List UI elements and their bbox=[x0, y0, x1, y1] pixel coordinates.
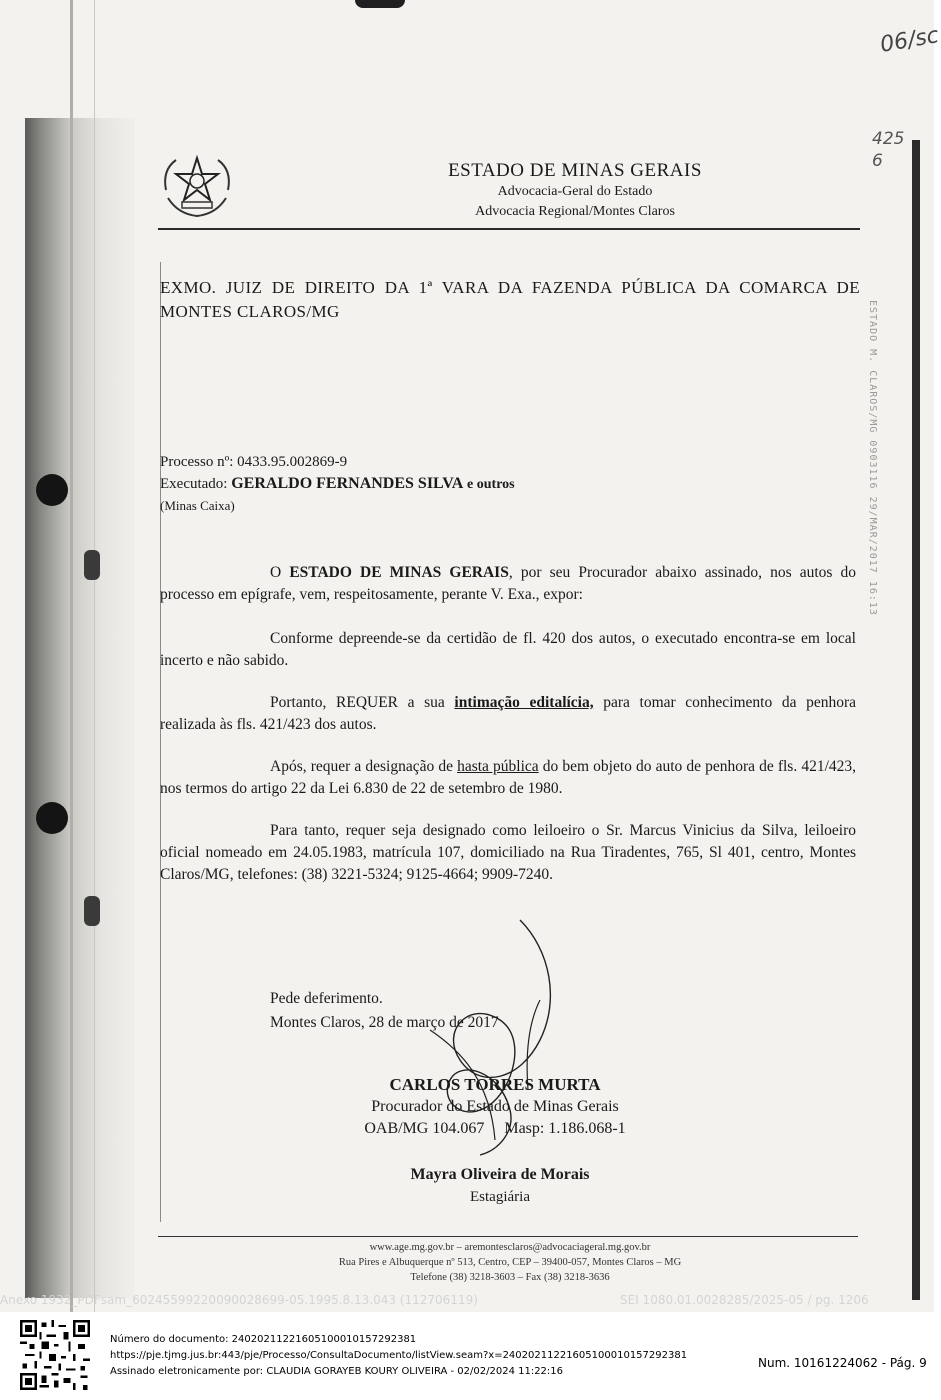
p4-post: do bem objeto do auto de penhora de fls. 421/423, nos termos do artigo 22 da Lei 6.830 de 22 de setembro de 1980. bbox=[160, 758, 856, 797]
executed-label: Executado: bbox=[160, 476, 228, 492]
punch-hole bbox=[84, 896, 100, 926]
handwritten-page-mark: 06/sc bbox=[878, 23, 941, 58]
closing-request: Pede deferimento. bbox=[270, 990, 383, 1007]
document-signer: Assinado eletronicamente por: CLAUDIA GORAYEB KOURY OLIVEIRA - 02/02/2024 11:22:16 bbox=[110, 1366, 564, 1377]
signatory-name: CARLOS TORRES MURTA bbox=[389, 1075, 601, 1094]
paragraph-4 bbox=[160, 756, 856, 800]
process-info bbox=[160, 452, 760, 516]
paragraph-3 bbox=[160, 692, 856, 736]
process-number: Processo nº: 0433.95.002869-9 bbox=[160, 454, 348, 470]
punch-hole bbox=[84, 550, 100, 580]
binding-line-secondary bbox=[94, 0, 95, 1312]
qr-code-icon bbox=[20, 1320, 90, 1390]
p1-pre: O bbox=[270, 564, 282, 581]
p4-pre: Após, requer a designação de bbox=[270, 758, 453, 775]
scan-artifact bbox=[355, 0, 405, 8]
closing-date: Montes Claros, 28 de março de 2017 bbox=[270, 1014, 499, 1031]
petition-body bbox=[160, 562, 856, 906]
executed-suffix: e outros bbox=[467, 477, 515, 492]
letterhead-footer bbox=[200, 1240, 820, 1285]
signatory-masp: Masp: 1.186.068-1 bbox=[504, 1120, 626, 1137]
signatory-oab: OAB/MG 104.067 bbox=[364, 1120, 485, 1137]
binding-line bbox=[70, 0, 73, 1312]
process-note: (Minas Caixa) bbox=[160, 498, 235, 513]
intern-name: Mayra Oliveira de Morais bbox=[410, 1166, 590, 1183]
letterhead-regional: Advocacia Regional/Montes Claros bbox=[475, 204, 675, 219]
signatory-registration bbox=[330, 1118, 660, 1140]
intern-title: Estagiária bbox=[470, 1189, 530, 1205]
state-coat-of-arms-icon bbox=[158, 150, 236, 222]
paragraph-1 bbox=[160, 562, 856, 606]
executed-name: GERALDO FERNANDES SILVA bbox=[231, 475, 464, 492]
document-metadata bbox=[110, 1332, 687, 1380]
letterhead bbox=[280, 160, 730, 222]
footer-divider bbox=[158, 1236, 858, 1237]
binding-shadow bbox=[25, 118, 135, 1298]
footer-address: Rua Pires e Albuquerque nº 513, Centro, CEP – 39400-057, Montes Claros – MG bbox=[338, 1257, 682, 1268]
folio-number: 425 bbox=[872, 129, 905, 149]
letterhead-office: Advocacia-Geral do Estado bbox=[497, 184, 653, 199]
paragraph-5: Para tanto, requer seja designado como leiloeiro o Sr. Marcus Vinicius da Silva, leiloeiro oficial nomeado em 24.05.1983, matrícula 107, domiciliado na Rua Tiradentes, 765, Sl 401, centro, Montes Claros/MG, telefones: (38) 3221-5324; 9125-4664; 9909-7240. bbox=[160, 822, 856, 883]
p3-post: para tomar conhecimento da penhora realizada às fls. 421/423 dos autos. bbox=[160, 694, 857, 733]
footer-contact: www.age.mg.gov.br – aremontesclaros@advocaciageral.mg.gov.br bbox=[369, 1242, 651, 1253]
intern-block bbox=[380, 1164, 620, 1208]
addressee: EXMO. JUIZ DE DIREITO DA 1ª VARA DA FAZENDA PÚBLICA DA COMARCA DE MONTES CLAROS/MG bbox=[160, 278, 860, 321]
footer-phone: Telefone (38) 3218-3603 – Fax (38) 3218-3636 bbox=[410, 1272, 610, 1283]
p1-post: , por seu Procurador abaixo assinado, nos autos do processo em epígrafe, vem, respeitosamente, perante V. Exa., expor: bbox=[160, 564, 857, 603]
punch-hole bbox=[36, 802, 68, 834]
signatory-block bbox=[330, 1074, 660, 1140]
letterhead-state: ESTADO DE MINAS GERAIS bbox=[448, 160, 702, 181]
watermark-left: Anexo 1932_PDFsam_60245599220090028699-05.1995.8.13.043 (112706119) bbox=[0, 1293, 478, 1307]
document-number: Número do documento: 24020211221605100010157292381 bbox=[110, 1334, 417, 1345]
p4-underlined: hasta pública bbox=[457, 758, 539, 775]
p3-underlined: intimação editalícia, bbox=[454, 694, 594, 711]
watermark-right: SEI 1080.01.0028285/2025-05 / pg. 1206 bbox=[620, 1293, 869, 1307]
p3-pre: Portanto, REQUER a sua bbox=[270, 694, 445, 711]
page-number: Num. 10161224062 - Pág. 9 bbox=[758, 1356, 927, 1370]
protocol-stamp: ESTADO M. CLAROS/MG 0903116 29/MAR/2017 16:13 bbox=[867, 300, 878, 616]
letterhead-divider bbox=[158, 228, 860, 230]
punch-hole bbox=[36, 474, 68, 506]
signatory-title: Procurador do Estado de Minas Gerais bbox=[371, 1098, 619, 1115]
paragraph-2: Conforme depreende-se da certidão de fl. 420 dos autos, o executado encontra-se em local incerto e não sabido. bbox=[160, 630, 856, 669]
executed-line bbox=[160, 473, 760, 495]
document-url[interactable]: https://pje.tjmg.jus.br:443/pje/Processo/ConsultaDocumento/listView.seam?x=24020211221605100010157292381 bbox=[110, 1350, 688, 1361]
p1-bold: ESTADO DE MINAS GERAIS bbox=[289, 564, 509, 581]
handwritten-folio bbox=[872, 128, 904, 172]
scan-edge bbox=[912, 140, 920, 1300]
folio-sub: 6 bbox=[872, 151, 883, 171]
